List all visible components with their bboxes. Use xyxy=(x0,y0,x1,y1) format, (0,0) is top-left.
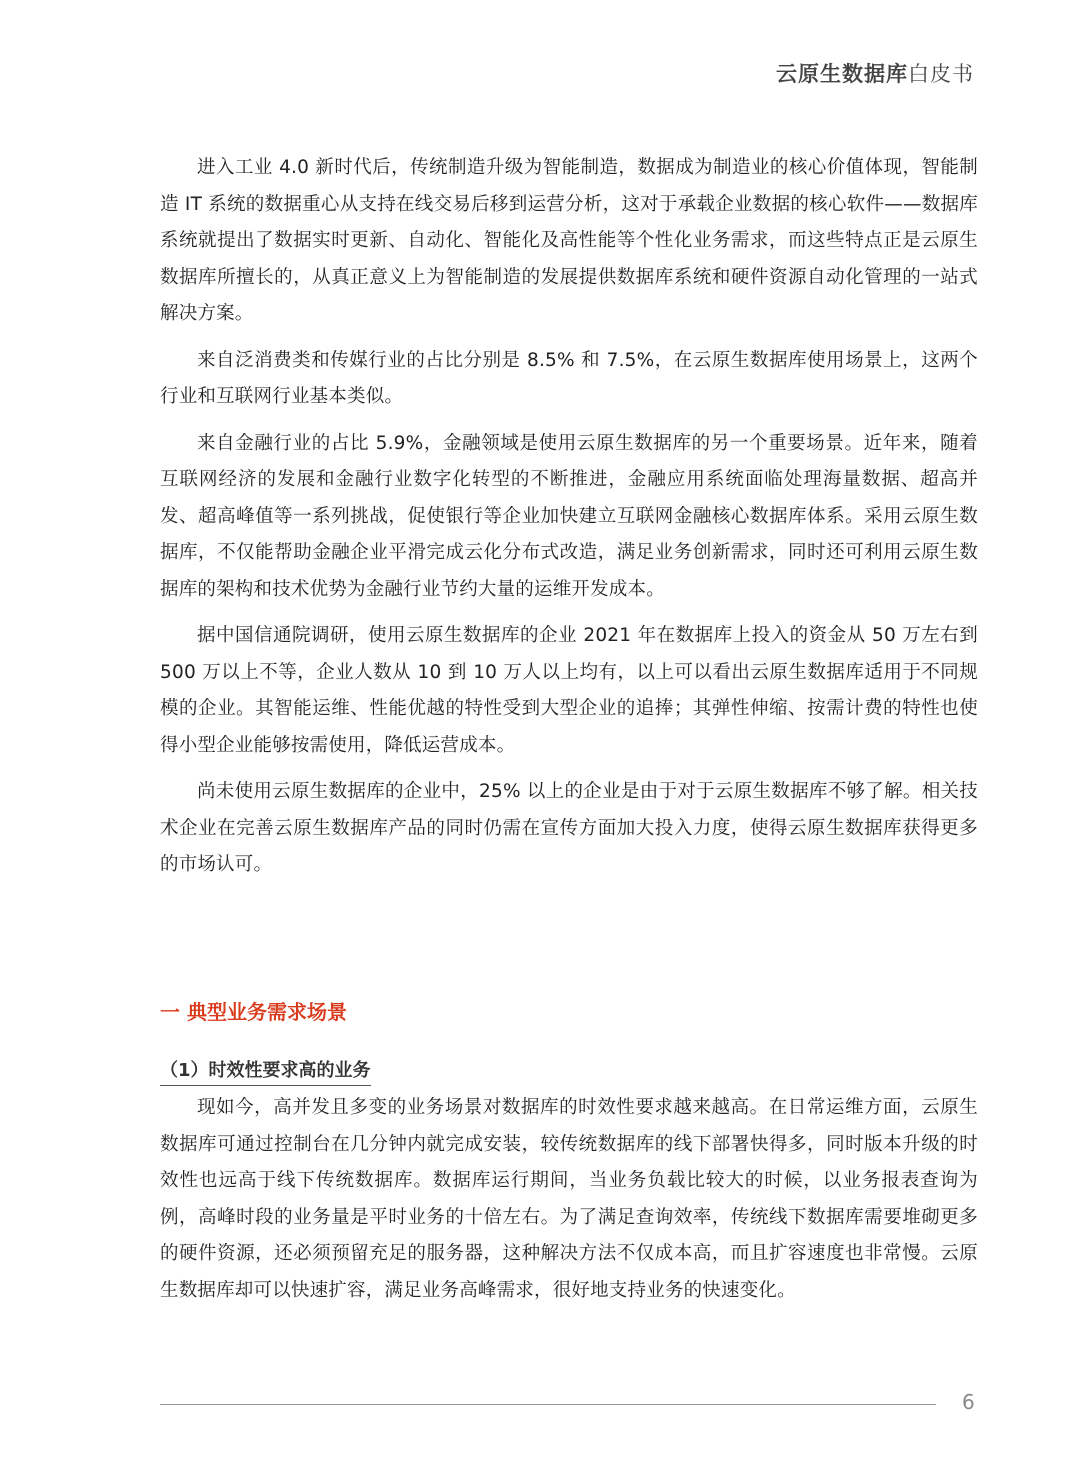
page-number: 6 xyxy=(962,1390,975,1414)
paragraph-manufacturing: 进入工业 4.0 新时代后，传统制造升级为智能制造，数据成为制造业的核心价值体现，智能制造 IT 系统的数据重心从支持在线交易后移到运营分析，这对于承载企业数据的核心软件——数据库系统就提出了数据实时更新、自动化、智能化及高性能等个性化业务需求，而这些特点正是云原生数据库所擅长的，从真正意义上为智能制造的发展提供数据库系统和硬件资源自动化管理的一站式解决方案。 xyxy=(160,157,978,324)
paragraph-investment: 据中国信通院调研，使用云原生数据库的企业 2021 年在数据库上投入的资金从 50 万左右到 500 万以上不等，企业人数从 10 到 10 万人以上均有，以上可以看出云原生数据库适用于不同规模的企业。其智能运维、性能优越的特性受到大型企业的追捧；其弹性伸缩、按需计费的特性也使得小型企业能够按需使用，降低运营成本。 xyxy=(160,625,978,756)
paragraph-non-users: 尚未使用云原生数据库的企业中，25% 以上的企业是由于对于云原生数据库不够了解。相关技术企业在完善云原生数据库产品的同时仍需在宣传方面加大投入力度，使得云原生数据库获得更多的市场认可。 xyxy=(160,781,978,875)
footer-divider xyxy=(160,1404,936,1405)
section-heading: 一 典型业务需求场景 xyxy=(160,1000,347,1024)
sub-heading: （1）时效性要求高的业务 xyxy=(160,1056,371,1086)
header-title-light: 白皮书 xyxy=(908,62,974,86)
paragraph-consumer-media: 来自泛消费类和传媒行业的占比分别是 8.5% 和 7.5%，在云原生数据库使用场景上，这两个行业和互联网行业基本类似。 xyxy=(160,349,978,407)
header-title-bold: 云原生数据库 xyxy=(776,62,908,86)
section-body-text xyxy=(160,1090,978,1319)
paragraph-timeliness: 现如今，高并发且多变的业务场景对数据库的时效性要求越来越高。在日常运维方面，云原生数据库可通过控制台在几分钟内就完成安装，较传统数据库的线下部署快得多，同时版本升级的时效性也远高于线下传统数据库。数据库运行期间，当业务负载比较大的时候，以业务报表查询为例，高峰时段的业务量是平时业务的十倍左右。为了满足查询效率，传统线下数据库需要堆砌更多的硬件资源，还必须预留充足的服务器，这种解决方法不仅成本高，而且扩容速度也非常慢。云原生数据库却可以快速扩容，满足业务高峰需求，很好地支持业务的快速变化。 xyxy=(160,1097,978,1301)
paragraph-finance: 来自金融行业的占比 5.9%，金融领域是使用云原生数据库的另一个重要场景。近年来，随着互联网经济的发展和金融行业数字化转型的不断推进，金融应用系统面临处理海量数据、超高并发、超高峰值等一系列挑战，促使银行等企业加快建立互联网金融核心数据库体系。采用云原生数据库，不仅能帮助金融企业平滑完成云化分布式改造，满足业务创新需求，同时还可利用云原生数据库的架构和技术优势为金融行业节约大量的运维开发成本。 xyxy=(160,432,978,600)
document-header-title xyxy=(776,58,974,88)
body-text xyxy=(160,150,978,894)
